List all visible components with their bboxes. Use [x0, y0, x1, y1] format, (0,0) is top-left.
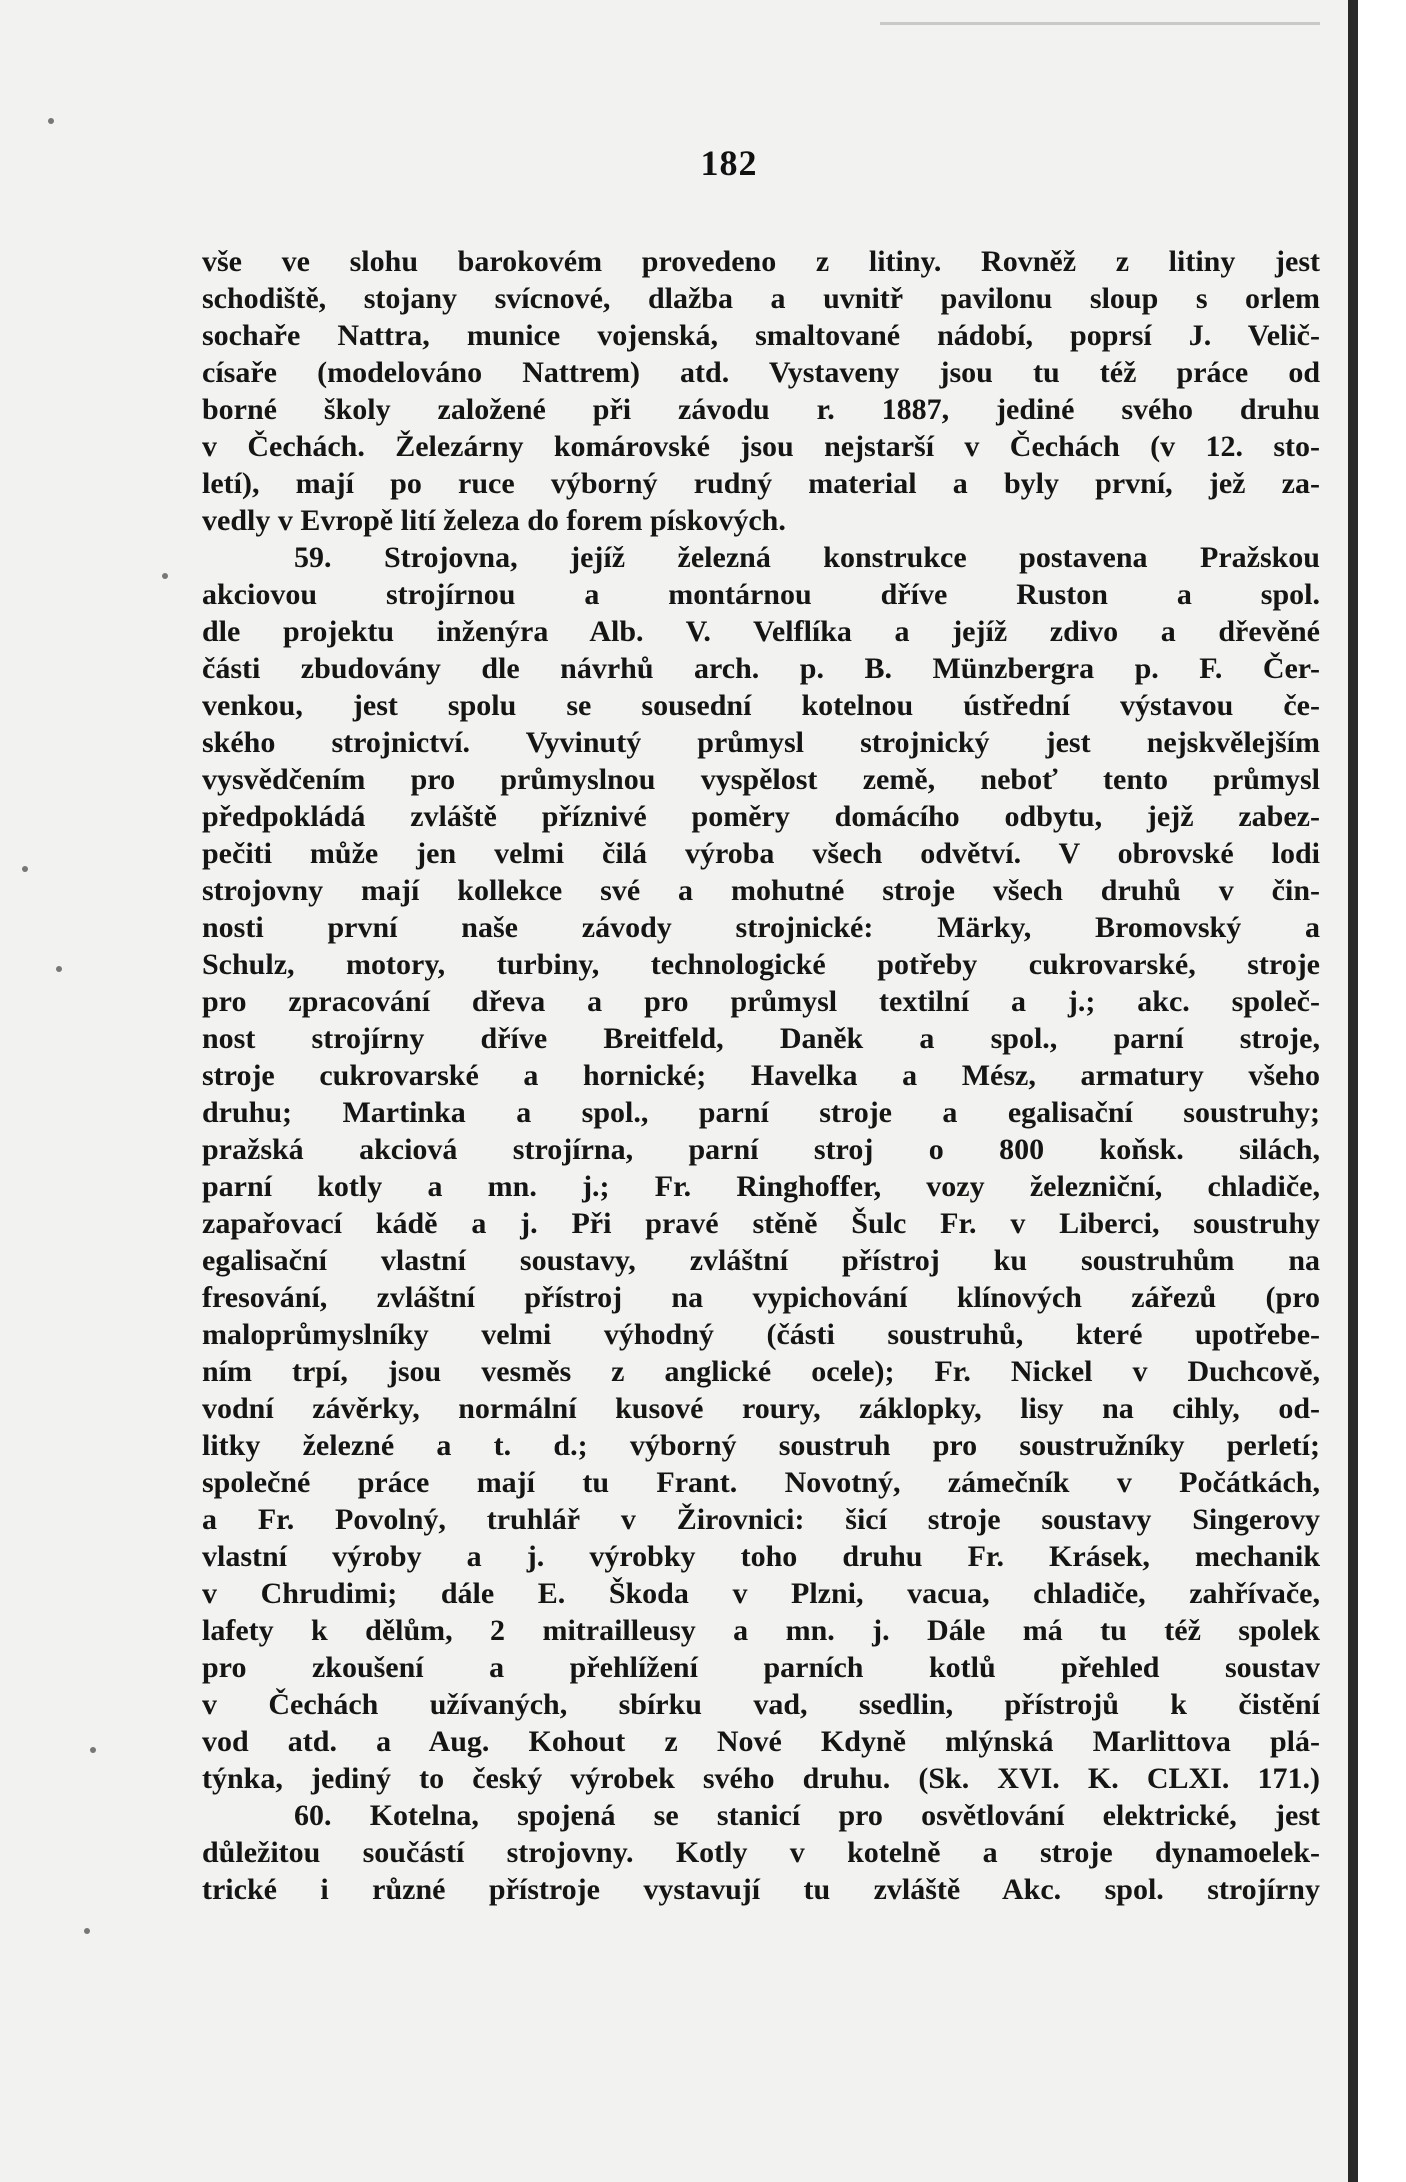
text-line: nosti první naše závody strojnické: Märky, Bromovský a [202, 911, 1320, 944]
text-line: pražská akciová strojírna, parní stroj o 800 koňsk. silách, [202, 1133, 1320, 1166]
text-line: a Fr. Povolný, truhlář v Žirovnici: šicí stroje soustavy Singerovy [202, 1503, 1320, 1536]
body-text [202, 243, 1320, 1908]
text-line: části zbudovány dle návrhů arch. p. B. Münzbergra p. F. Čer- [202, 652, 1320, 685]
text-line: maloprůmyslníky velmi výhodný (části soustruhů, které upotřebe- [202, 1318, 1320, 1351]
text-line: sochaře Nattra, munice vojenská, smaltované nádobí, poprsí J. Velič- [202, 319, 1320, 352]
text-line: vodní závěrky, normální kusové roury, záklopky, lisy na cihly, od- [202, 1392, 1320, 1425]
text-line: egalisační vlastní soustavy, zvláštní přístroj ku soustruhům na [202, 1244, 1320, 1277]
text-line: borné školy založené při závodu r. 1887, jediné svého druhu [202, 393, 1320, 426]
text-line: fresování, zvláštní přístroj na vypichování klínových zářezů (pro [202, 1281, 1320, 1314]
text-line: letí), mají po ruce výborný rudný material a byly první, jež za- [202, 467, 1320, 500]
text-line: lafety k dělům, 2 mitrailleusy a mn. j. Dále má tu též spolek [202, 1614, 1320, 1647]
text-line: předpokládá zvláště příznivé poměry domácího odbytu, jejž zabez- [202, 800, 1320, 833]
text-line: litky železné a t. d.; výborný soustruh pro soustružníky perletí; [202, 1429, 1320, 1462]
text-line: týnka, jediný to český výrobek svého druhu. (Sk. XVI. K. CLXI. 171.) [202, 1762, 1320, 1795]
margin-speck [90, 1747, 96, 1753]
text-line: vod atd. a Aug. Kohout z Nové Kdyně mlýnská Marlittova plá- [202, 1725, 1320, 1758]
text-line: ského strojnictví. Vyvinutý průmysl strojnický jest nejskvělejším [202, 726, 1320, 759]
text-line: pro zkoušení a přehlížení parních kotlů přehled soustav [202, 1651, 1320, 1684]
text-line: schodiště, stojany svícnové, dlažba a uvnitř pavilonu sloup s orlem [202, 282, 1320, 315]
margin-speck [84, 1928, 90, 1934]
text-line: dle projektu inženýra Alb. V. Velflíka a jejíž zdivo a dřevěné [202, 615, 1320, 648]
text-line: druhu; Martinka a spol., parní stroje a egalisační soustruhy; [202, 1096, 1320, 1129]
margin-speck [22, 866, 28, 872]
text-line: 60. Kotelna, spojená se stanicí pro osvětlování elektrické, jest [294, 1799, 1320, 1832]
margin-speck [56, 966, 62, 972]
text-line: strojovny mají kollekce své a mohutné stroje všech druhů v čin- [202, 874, 1320, 907]
text-line: parní kotly a mn. j.; Fr. Ringhoffer, vozy železniční, chladiče, [202, 1170, 1320, 1203]
text-line: pečiti může jen velmi čilá výroba všech odvětví. V obrovské lodi [202, 837, 1320, 870]
text-line: Schulz, motory, turbiny, technologické potřeby cukrovarské, stroje [202, 948, 1320, 981]
text-line: venkou, jest spolu se sousední kotelnou ústřední výstavou če- [202, 689, 1320, 722]
page-number: 182 [700, 143, 758, 183]
scan-border [1358, 0, 1406, 2182]
text-line: vysvědčením pro průmyslnou vyspělost země, neboť tento průmysl [202, 763, 1320, 796]
margin-speck [48, 118, 54, 124]
text-line: v Čechách. Železárny komárovské jsou nejstarší v Čechách (v 12. sto- [202, 430, 1320, 463]
text-line: císaře (modelováno Nattrem) atd. Vystaveny jsou tu též práce od [202, 356, 1320, 389]
text-line: ním trpí, jsou vesměs z anglické ocele); Fr. Nickel v Duchcově, [202, 1355, 1320, 1388]
text-line: vedly v Evropě lití železa do forem pískových. [202, 504, 786, 537]
text-line: v Chrudimi; dále E. Škoda v Plzni, vacua, chladiče, zahřívače, [202, 1577, 1320, 1610]
text-line: v Čechách užívaných, sbírku vad, ssedlin, přístrojů k čistění [202, 1688, 1320, 1721]
text-line: důležitou součástí strojovny. Kotly v kotelně a stroje dynamoelek- [202, 1836, 1320, 1869]
text-line: pro zpracování dřeva a pro průmysl textilní a j.; akc. společ- [202, 985, 1320, 1018]
page-edge [1348, 0, 1358, 2182]
margin-speck [162, 573, 168, 579]
text-line: akciovou strojírnou a montárnou dříve Ruston a spol. [202, 578, 1320, 611]
page-top-rule [880, 22, 1320, 25]
text-line: zapařovací kádě a j. Při pravé stěně Šulc Fr. v Liberci, soustruhy [202, 1207, 1320, 1240]
text-line: vlastní výroby a j. výrobky toho druhu Fr. Krásek, mechanik [202, 1540, 1320, 1573]
text-line: nost strojírny dříve Breitfeld, Daněk a spol., parní stroje, [202, 1022, 1320, 1055]
text-line: trické i různé přístroje vystavují tu zvláště Akc. spol. strojírny [202, 1873, 1320, 1906]
text-line: 59. Strojovna, jejíž železná konstrukce postavena Pražskou [294, 541, 1320, 574]
text-line: společné práce mají tu Frant. Novotný, zámečník v Počátkách, [202, 1466, 1320, 1499]
text-line: stroje cukrovarské a hornické; Havelka a Mész, armatury všeho [202, 1059, 1320, 1092]
text-line: vše ve slohu barokovém provedeno z litiny. Rovněž z litiny jest [202, 245, 1320, 278]
